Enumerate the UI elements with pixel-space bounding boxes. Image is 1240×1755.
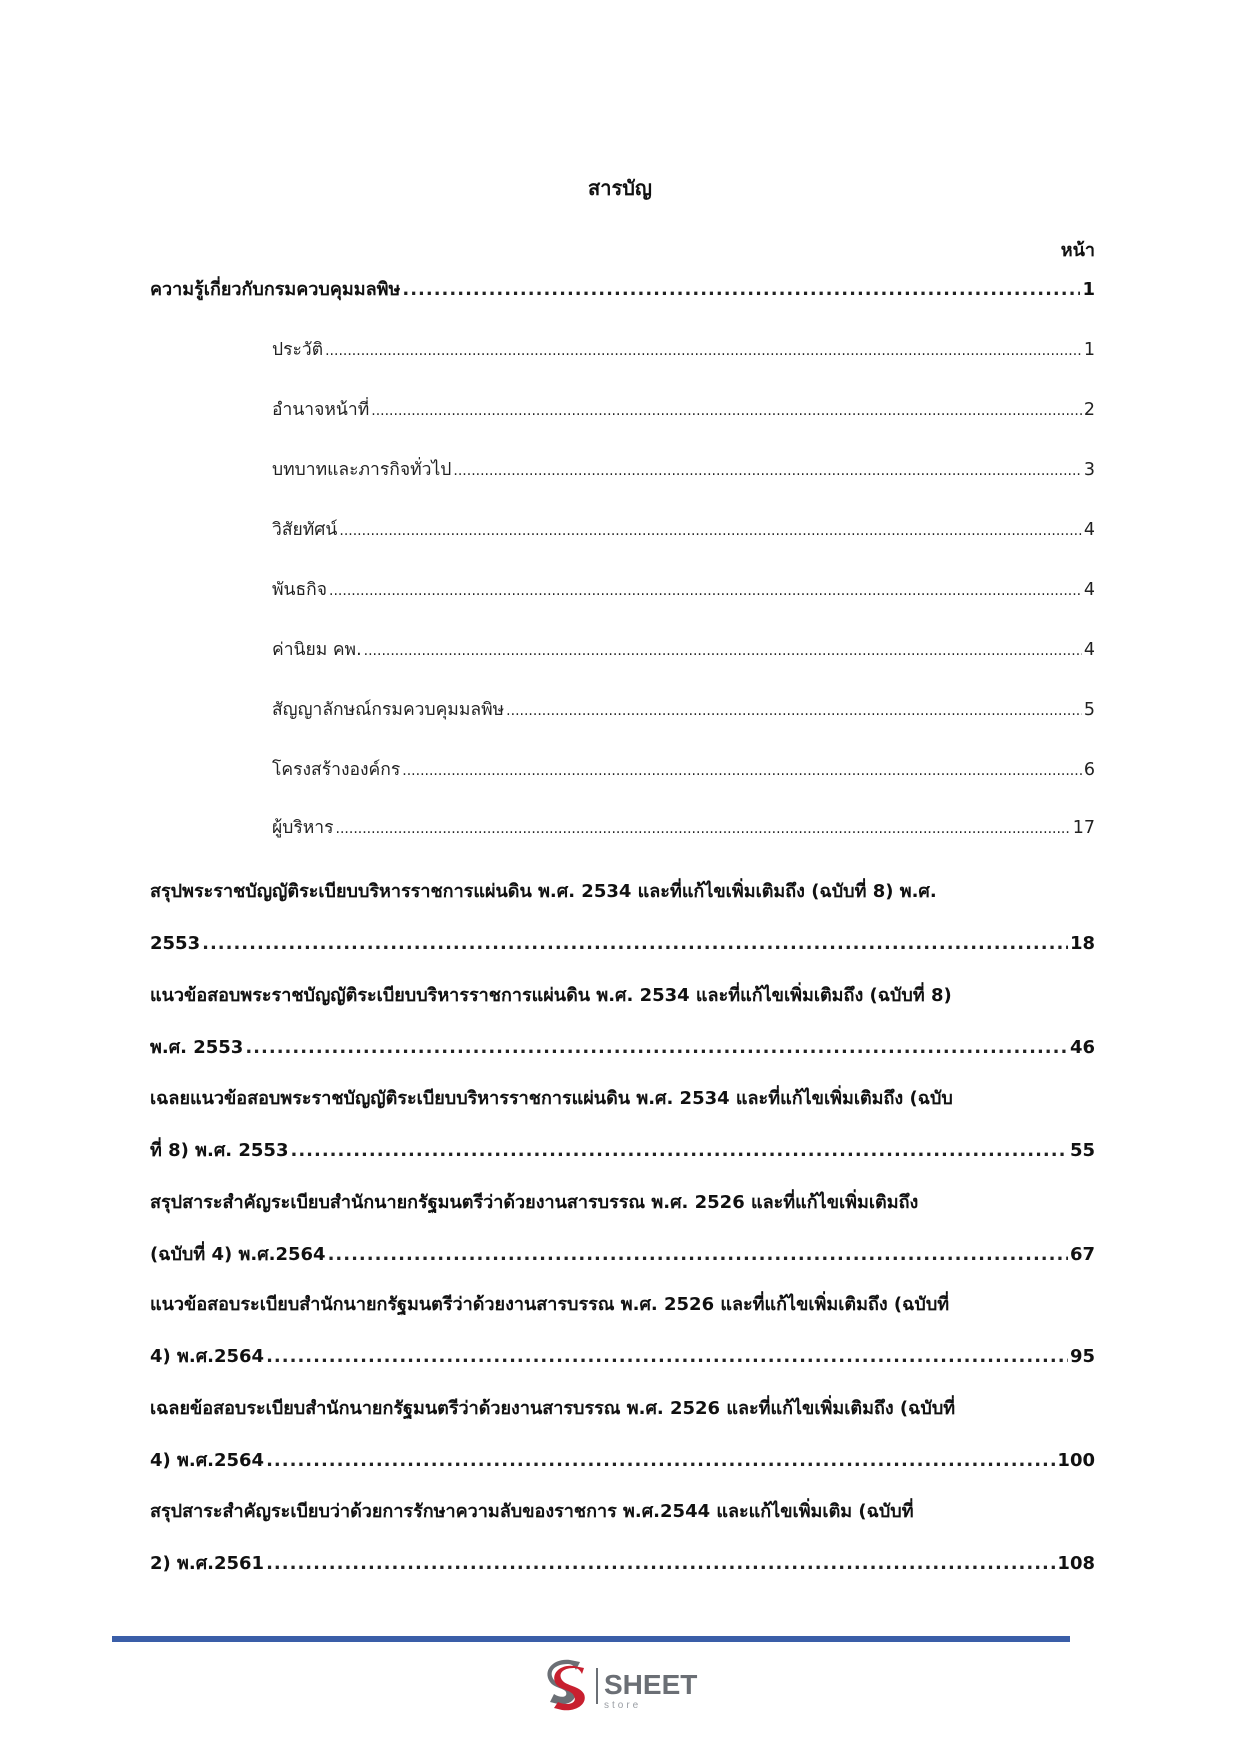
toc-page-number: 67 bbox=[1069, 1244, 1095, 1265]
dot-leader bbox=[402, 278, 1080, 302]
toc-entry-text: 4) พ.ศ.2564 bbox=[150, 1450, 265, 1471]
toc-page-number: 100 bbox=[1057, 1450, 1095, 1471]
toc-entry-text: สรุปสาระสำคัญระเบียบว่าด้วยการรักษาความลับของราชการ พ.ศ.2544 และแก้ไขเพิ่มเติม (ฉบับที่ bbox=[150, 1501, 914, 1522]
toc-subsection-entry[interactable] bbox=[272, 338, 1095, 363]
dot-leader bbox=[266, 1435, 1055, 1487]
logo-subtext: store bbox=[604, 1700, 642, 1711]
toc-page-number: 4 bbox=[1083, 520, 1095, 540]
toc-entry-text: เฉลยข้อสอบระเบียบสำนักนายกรัฐมนตรีว่าด้วยงานสารบรรณ พ.ศ. 2526 และที่แก้ไขเพิ่มเติมถึง (ฉบับที่ bbox=[150, 1398, 956, 1419]
toc-subsection-entry[interactable] bbox=[272, 638, 1095, 663]
logo-mark-icon bbox=[547, 1660, 584, 1711]
toc-subsection-entry[interactable] bbox=[272, 518, 1095, 543]
toc-subsection-entry[interactable] bbox=[272, 698, 1095, 723]
toc-entry-text: สัญญาลักษณ์กรมควบคุมมลพิษ bbox=[272, 700, 505, 720]
toc-entry-line bbox=[272, 458, 1095, 483]
toc-entry-text: แนวข้อสอบระเบียบสำนักนายกรัฐมนตรีว่าด้วยงานสารบรรณ พ.ศ. 2526 และที่แก้ไขเพิ่มเติมถึง (ฉบับที่ bbox=[150, 1294, 950, 1315]
toc-entry-line bbox=[150, 1022, 1095, 1074]
dot-leader bbox=[402, 759, 1082, 783]
toc-entry-line bbox=[150, 278, 1095, 302]
footer-rule bbox=[112, 1636, 1070, 1642]
toc-page-number: 18 bbox=[1069, 933, 1095, 954]
toc-entry-line bbox=[272, 638, 1095, 663]
dot-leader bbox=[364, 639, 1082, 663]
toc-subsection-entry[interactable] bbox=[272, 398, 1095, 423]
dot-leader bbox=[336, 817, 1071, 841]
page-column-header: หน้า bbox=[1060, 240, 1095, 261]
toc-entry-line bbox=[272, 398, 1095, 423]
toc-entry-text: ที่ 8) พ.ศ. 2553 bbox=[150, 1140, 289, 1161]
toc-subsection-entry[interactable] bbox=[272, 816, 1095, 841]
toc-entry-text: พันธกิจ bbox=[272, 580, 328, 600]
toc-section-entry[interactable] bbox=[150, 1279, 1095, 1383]
toc-entry-text: ผู้บริหาร bbox=[272, 818, 334, 838]
dot-leader bbox=[245, 1022, 1068, 1074]
toc-section-entry[interactable] bbox=[150, 970, 1095, 1074]
toc-entry-text: 2553 bbox=[150, 933, 201, 954]
toc-section-entry[interactable] bbox=[150, 1486, 1095, 1590]
toc-entry-text: แนวข้อสอบพระราชบัญญัติระเบียบบริหารราชการแผ่นดิน พ.ศ. 2534 และที่แก้ไขเพิ่มเติมถึง (ฉบับที่ 8) bbox=[150, 985, 952, 1006]
toc-page-number: 108 bbox=[1057, 1553, 1095, 1574]
dot-leader bbox=[202, 918, 1068, 970]
toc-entry-text: พ.ศ. 2553 bbox=[150, 1037, 244, 1058]
toc-page-number: 46 bbox=[1069, 1037, 1095, 1058]
toc-entry-line bbox=[272, 758, 1095, 783]
toc-entry-line bbox=[150, 1331, 1095, 1383]
toc-entry-text: สรุปสาระสำคัญระเบียบสำนักนายกรัฐมนตรีว่าด้วยงานสารบรรณ พ.ศ. 2526 และที่แก้ไขเพิ่มเติมถึง bbox=[150, 1192, 919, 1213]
toc-section-entry[interactable] bbox=[150, 1073, 1095, 1177]
sheet-store-logo bbox=[540, 1658, 720, 1714]
toc-page-number: 95 bbox=[1069, 1346, 1095, 1367]
dot-leader bbox=[339, 519, 1081, 543]
dot-leader bbox=[506, 699, 1082, 723]
toc-entry-line bbox=[150, 1125, 1095, 1177]
toc-entry-text: สรุปพระราชบัญญัติระเบียบบริหารราชการแผ่นดิน พ.ศ. 2534 และที่แก้ไขเพิ่มเติมถึง (ฉบับที่ 8) พ.ศ. bbox=[150, 881, 937, 902]
dot-leader bbox=[328, 1229, 1068, 1281]
dot-leader bbox=[290, 1125, 1067, 1177]
toc-entry-line bbox=[150, 1435, 1095, 1487]
toc-page-number: 6 bbox=[1083, 760, 1095, 780]
toc-section-entry[interactable] bbox=[150, 278, 1095, 302]
toc-entry-line bbox=[150, 1538, 1095, 1590]
toc-page-number: 5 bbox=[1083, 700, 1095, 720]
toc-entry-text: (ฉบับที่ 4) พ.ศ.2564 bbox=[150, 1244, 326, 1265]
toc-page-number: 55 bbox=[1069, 1140, 1095, 1161]
toc-subsection-entry[interactable] bbox=[272, 458, 1095, 483]
toc-page-number: 4 bbox=[1083, 580, 1095, 600]
toc-entry-text: บทบาทและภารกิจทั่วไป bbox=[272, 460, 452, 480]
toc-entry-text: ค่านิยม คพ. bbox=[272, 640, 362, 660]
toc-section-entry[interactable] bbox=[150, 1383, 1095, 1487]
dot-leader bbox=[329, 579, 1082, 603]
page-title: สารบัญ bbox=[588, 176, 652, 200]
toc-entry-line bbox=[272, 578, 1095, 603]
dot-leader bbox=[453, 459, 1081, 483]
toc-page-number: 3 bbox=[1083, 460, 1095, 480]
toc-section-entry[interactable] bbox=[150, 866, 1095, 970]
toc-entry-line bbox=[272, 338, 1095, 363]
toc-entry-text: ความรู้เกี่ยวกับกรมควบคุมมลพิษ bbox=[150, 279, 401, 300]
toc-entry-text: เฉลยแนวข้อสอบพระราชบัญญัติระเบียบบริหารราชการแผ่นดิน พ.ศ. 2534 และที่แก้ไขเพิ่มเติมถึง (ฉบับ bbox=[150, 1088, 953, 1109]
toc-entry-line bbox=[272, 698, 1095, 723]
toc-subsection-entry[interactable] bbox=[272, 758, 1095, 783]
toc-page-number: 2 bbox=[1083, 400, 1095, 420]
dot-leader bbox=[266, 1331, 1068, 1383]
toc-entry-text: อำนาจหน้าที่ bbox=[272, 400, 370, 420]
toc-section-entry[interactable] bbox=[150, 1177, 1095, 1281]
dot-leader bbox=[371, 399, 1082, 423]
toc-entry-text: โครงสร้างองค์กร bbox=[272, 760, 401, 780]
dot-leader bbox=[266, 1538, 1055, 1590]
toc-entry-line bbox=[150, 1229, 1095, 1281]
toc-page-number: 1 bbox=[1083, 340, 1095, 360]
toc-entry-text: วิสัยทัศน์ bbox=[272, 520, 338, 540]
dot-leader bbox=[325, 339, 1082, 363]
logo-text: SHEET bbox=[604, 1669, 698, 1700]
toc-entry-text: 2) พ.ศ.2561 bbox=[150, 1553, 265, 1574]
toc-entry-line bbox=[150, 918, 1095, 970]
toc-entry-text: 4) พ.ศ.2564 bbox=[150, 1346, 265, 1367]
toc-page-number: 17 bbox=[1072, 818, 1095, 838]
toc-subsection-entry[interactable] bbox=[272, 578, 1095, 603]
toc-page-number: 4 bbox=[1083, 640, 1095, 660]
toc-entry-text: ประวัติ bbox=[272, 340, 324, 360]
toc-entry-line bbox=[272, 518, 1095, 543]
toc-page-number: 1 bbox=[1082, 279, 1095, 300]
toc-entry-line bbox=[272, 816, 1095, 841]
